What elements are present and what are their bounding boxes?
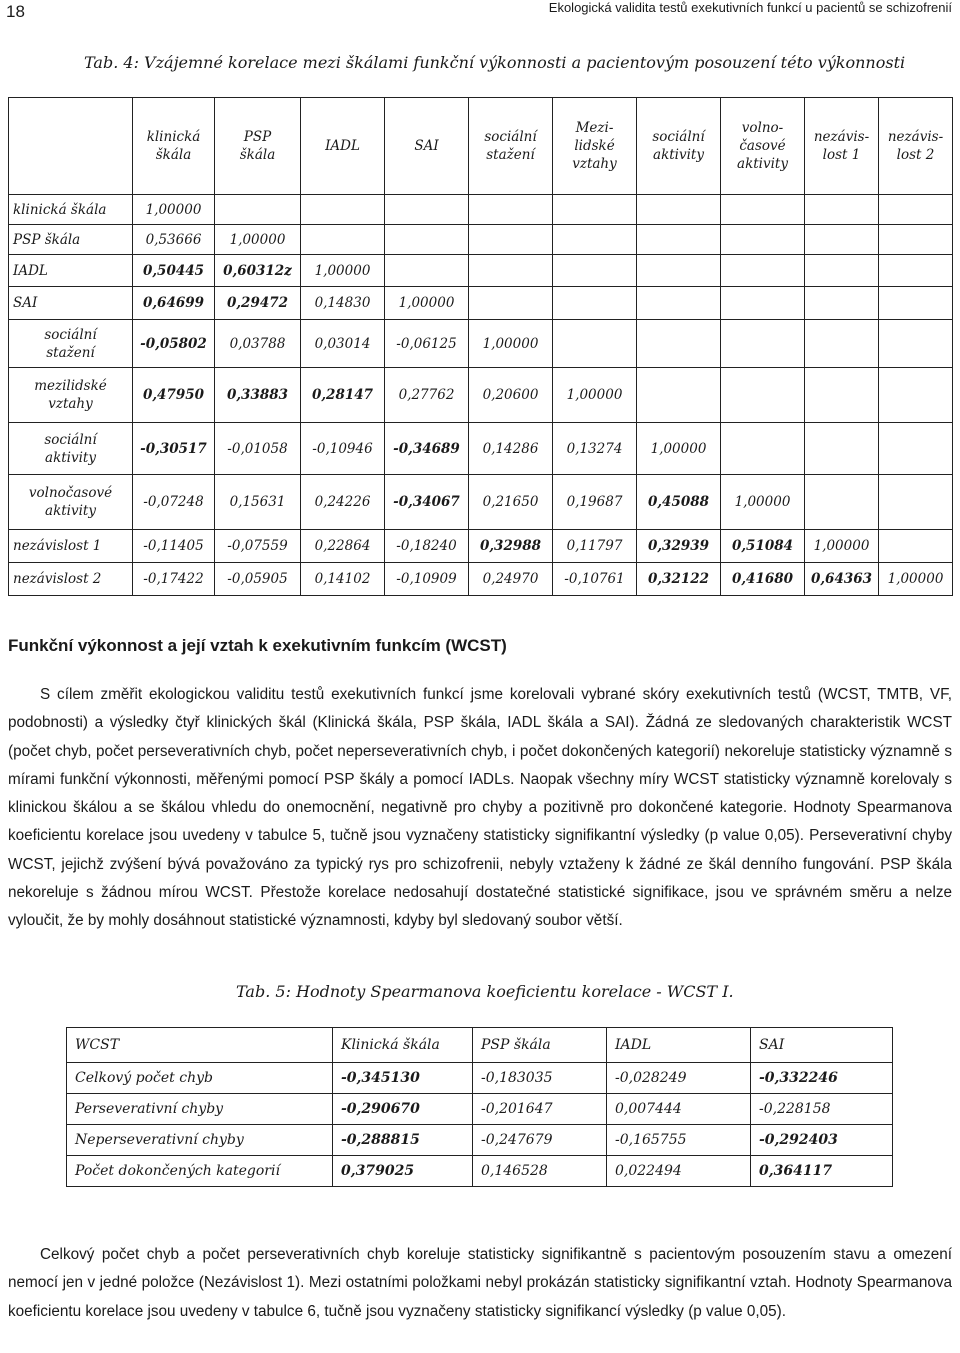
- column-header-line: IADL: [325, 138, 360, 154]
- table4-caption: Tab. 4: Vzájemné korelace mezi škálami funkční výkonnosti a pacientovým posouzení této výkonnosti: [84, 53, 906, 72]
- table4-cell: [385, 225, 469, 255]
- table4-cell: 0,53666: [133, 225, 215, 255]
- table4-cell: 0,03788: [215, 320, 301, 368]
- table4-row: [9, 563, 953, 596]
- table4-cell: [721, 320, 805, 368]
- table4-cell: [805, 475, 879, 530]
- table4-cell: [215, 195, 301, 225]
- table5-cell: 0,022494: [607, 1156, 751, 1187]
- table4-cell: [385, 195, 469, 225]
- table4-cell: [805, 423, 879, 475]
- table5-row-label: Perseverativní chyby: [67, 1094, 333, 1125]
- table4-column-header: [805, 98, 879, 195]
- table4-cell: -0,10761: [553, 563, 637, 596]
- table4-cell: -0,07248: [133, 475, 215, 530]
- table5-row: [67, 1125, 893, 1156]
- column-header-line: PSP: [243, 129, 272, 145]
- table5-row: [67, 1063, 893, 1094]
- table4-row-label: [9, 255, 133, 287]
- row-label-line: sociální: [44, 326, 97, 343]
- table4-cell: [805, 368, 879, 423]
- table4-cell: [301, 195, 385, 225]
- table5-column-header: PSP škála: [473, 1028, 607, 1063]
- table4-cell: [721, 423, 805, 475]
- table5-row: [67, 1156, 893, 1187]
- table4-cell: [637, 255, 721, 287]
- table4-cell: [469, 287, 553, 320]
- table4-cell: 0,33883: [215, 368, 301, 423]
- table4-column-header: [637, 98, 721, 195]
- table4-column-header: [469, 98, 553, 195]
- table4-cell: [879, 255, 953, 287]
- table4-cell: 1,00000: [133, 195, 215, 225]
- column-header-line: SAI: [414, 138, 439, 154]
- table4-cell: 0,32988: [469, 530, 553, 563]
- table4-cell: [637, 368, 721, 423]
- correlation-table-body: [9, 98, 953, 596]
- table4-column-header: [721, 98, 805, 195]
- wcst-table: [66, 1027, 893, 1187]
- table4-cell: -0,01058: [215, 423, 301, 475]
- column-header-line: škála: [239, 147, 276, 163]
- table4-cell: [721, 195, 805, 225]
- section-heading: Funkční výkonnost a její vztah k exekutivním funkcím (WCST): [8, 636, 507, 655]
- table4-row: [9, 530, 953, 563]
- table5-column-header: Klinická škála: [333, 1028, 473, 1063]
- table4-cell: 0,19687: [553, 475, 637, 530]
- table4-row: [9, 423, 953, 475]
- table4-cell: [637, 195, 721, 225]
- table4-cell: [637, 225, 721, 255]
- table4-cell: [469, 195, 553, 225]
- column-header-line: volno-: [741, 120, 784, 136]
- table4-cell: 0,21650: [469, 475, 553, 530]
- table4-row: [9, 195, 953, 225]
- column-header-line: škála: [155, 147, 192, 163]
- table5-cell: -0,288815: [333, 1125, 473, 1156]
- table4-row: [9, 225, 953, 255]
- table4-row: [9, 320, 953, 368]
- table4-cell: [553, 287, 637, 320]
- table5-cell: -0,183035: [473, 1063, 607, 1094]
- table5-cell: -0,228158: [751, 1094, 893, 1125]
- paragraph-2: [8, 1241, 952, 1326]
- table4-column-header: [385, 98, 469, 195]
- table4-cell: [879, 423, 953, 475]
- row-label-line: nezávislost 2: [13, 571, 102, 587]
- table4-cell: [721, 255, 805, 287]
- table4-cell: -0,10909: [385, 563, 469, 596]
- table4-cell: [879, 287, 953, 320]
- column-header-line: aktivity: [653, 147, 704, 163]
- table4-cell: 0,32122: [637, 563, 721, 596]
- table4-row-label: [9, 225, 133, 255]
- table4-row-label: [9, 287, 133, 320]
- column-header-line: aktivity: [737, 156, 788, 172]
- table4-cell: [301, 225, 385, 255]
- table5-cell: 0,007444: [607, 1094, 751, 1125]
- table4-row-label: [9, 195, 133, 225]
- table4-cell: [879, 530, 953, 563]
- table4-cell: -0,18240: [385, 530, 469, 563]
- table4-cell: [805, 320, 879, 368]
- table4-column-header: [301, 98, 385, 195]
- table4-cell: 0,14102: [301, 563, 385, 596]
- row-label-line: IADL: [13, 262, 48, 279]
- table4-cell: 0,29472: [215, 287, 301, 320]
- table4-cell: 0,20600: [469, 368, 553, 423]
- table4-cell: [553, 195, 637, 225]
- table4-cell: 0,24226: [301, 475, 385, 530]
- table5-column-header: SAI: [751, 1028, 893, 1063]
- table4-row: [9, 475, 953, 530]
- table4-cell: 0,47950: [133, 368, 215, 423]
- table4-corner-cell: [9, 98, 133, 195]
- table5-cell: -0,247679: [473, 1125, 607, 1156]
- table4-cell: 1,00000: [385, 287, 469, 320]
- table5-row-label: Počet dokončených kategorií: [67, 1156, 333, 1187]
- table4-cell: -0,11405: [133, 530, 215, 563]
- table4-cell: 0,15631: [215, 475, 301, 530]
- table4-cell: 0,64363: [805, 563, 879, 596]
- column-header-line: sociální: [652, 129, 705, 145]
- table4-cell: 0,14286: [469, 423, 553, 475]
- table4-cell: 0,32939: [637, 530, 721, 563]
- table5-cell: 0,146528: [473, 1156, 607, 1187]
- table5-row: [67, 1094, 893, 1125]
- table4-cell: [553, 225, 637, 255]
- table4-cell: 1,00000: [553, 368, 637, 423]
- table4-cell: [879, 195, 953, 225]
- paragraph-2-text: Celkový počet chyb a počet perseverativních chyb koreluje statisticky signifikantně s pacientovým posouzením stavu a omezení nemocí jen v jedné položce (Nezávislost 1). Mezi ostatními položkami nebyl prokázán statisticky signifikantní vztah. Hodnoty Spearmanova koeficientu korelace jsou uvedeny v tabulce 6, tučně jsou vyznačeny statisticky signifikancí výsledky (p value 0,05).: [8, 1246, 952, 1320]
- table4-cell: 0,50445: [133, 255, 215, 287]
- table4-row-label: [9, 368, 133, 423]
- table5-caption: Tab. 5: Hodnoty Spearmanova koeficientu korelace - WCST I.: [236, 982, 734, 1001]
- table4-row: [9, 287, 953, 320]
- table5-cell: 0,379025: [333, 1156, 473, 1187]
- table4-cell: 0,13274: [553, 423, 637, 475]
- table4-cell: 0,22864: [301, 530, 385, 563]
- table4-cell: -0,17422: [133, 563, 215, 596]
- column-header-line: lost 1: [822, 147, 861, 163]
- row-label-line: nezávislost 1: [13, 538, 102, 554]
- running-header: Ekologická validita testů exekutivních funkcí u pacientů se schizofrenií: [548, 0, 952, 15]
- table4-cell: 1,00000: [637, 423, 721, 475]
- table4-column-header: [133, 98, 215, 195]
- table4-cell: -0,05905: [215, 563, 301, 596]
- column-header-line: lidské: [574, 138, 615, 154]
- table5-column-header: IADL: [607, 1028, 751, 1063]
- correlation-table: [8, 97, 953, 596]
- table4-column-header: [215, 98, 301, 195]
- table5-column-header: WCST: [67, 1028, 333, 1063]
- table5-row-label: Neperseverativní chyby: [67, 1125, 333, 1156]
- table4-row-label: [9, 530, 133, 563]
- row-label-line: mezilidské: [34, 378, 107, 394]
- column-header-line: nezávis-: [813, 129, 870, 145]
- table4-cell: 1,00000: [301, 255, 385, 287]
- column-header-line: Mezi-: [575, 120, 614, 136]
- table4-cell: 1,00000: [879, 563, 953, 596]
- table4-cell: 0,03014: [301, 320, 385, 368]
- column-header-line: vztahy: [572, 156, 617, 172]
- table4-cell: [469, 255, 553, 287]
- wcst-table-body: [67, 1028, 893, 1187]
- table4-cell: [721, 225, 805, 255]
- table4-cell: 0,27762: [385, 368, 469, 423]
- column-header-line: lost 2: [896, 147, 935, 163]
- table4-row-label: [9, 423, 133, 475]
- table4-cell: 0,14830: [301, 287, 385, 320]
- row-label-line: klinická škála: [13, 201, 107, 218]
- row-label-line: aktivity: [45, 449, 96, 466]
- table5-cell: -0,028249: [607, 1063, 751, 1094]
- table4-column-header: [879, 98, 953, 195]
- table4-cell: -0,34067: [385, 475, 469, 530]
- column-header-line: nezávis-: [887, 129, 944, 145]
- row-label-line: vztahy: [48, 396, 93, 412]
- row-label-line: PSP škála: [13, 231, 81, 248]
- table4-cell: [637, 320, 721, 368]
- paragraph-1: [8, 681, 952, 936]
- table4-cell: [385, 255, 469, 287]
- table4-cell: [553, 255, 637, 287]
- table5-cell: 0,364117: [751, 1156, 893, 1187]
- table4-cell: -0,30517: [133, 423, 215, 475]
- table4-cell: [721, 287, 805, 320]
- row-label-line: sociální: [44, 431, 97, 448]
- table4-cell: [879, 225, 953, 255]
- table4-cell: 0,51084: [721, 530, 805, 563]
- table4-cell: -0,05802: [133, 320, 215, 368]
- table4-cell: [879, 475, 953, 530]
- table4-cell: [879, 320, 953, 368]
- table4-cell: [805, 225, 879, 255]
- table4-cell: 0,11797: [553, 530, 637, 563]
- table5-header-row: [67, 1028, 893, 1063]
- table4-column-header: [553, 98, 637, 195]
- table4-cell: -0,34689: [385, 423, 469, 475]
- paragraph-1-text: S cílem změřit ekologickou validitu testů exekutivních funkcí jsme korelovali vybrané skóry exekutivních testů (WCST, TMTB, VF, podobnosti) a výsledky čtyř klinických škál (Klinická škála, PSP škála, IADL škála a SAI). Žádná ze sledovaných charakteristik WCST (počet chyb, počet perseverativních chyb, počet neperseverativních chyb, i počet dokončených kategorií) nekoreluje statisticky významně s mírami funkční výkonnosti, měřenými pomocí PSP škály a pomocí IADLs. Naopak všechny míry WCST statisticky významně korelovaly s klinickou škálou a se škálou vhledu do onemocnění, negativně pro chyby a pozitivně pro dokončené kategorie. Hodnoty Spearmanova koeficientu korelace jsou uvedeny v tabulce 5, tučně jsou vyznačeny statisticky signifikantní výsledky (p value 0,05). Perseverativní chyby WCST, jejichž zvýšení bývá považováno za typický rys pro schizofrenii, nebyly vztaženy k žádné ze škál denního fungování. PSP škála nekoreluje s žádnou mírou WCST. Přestože korelace nedosahují dostatečné statistické signifikace, jsou ve správném směru a nelze vyloučit, že by mohly dosáhnout statistické významnosti, kdyby byl sledovaný soubor větší.: [8, 686, 952, 930]
- row-label-line: SAI: [13, 295, 38, 311]
- table5-cell: -0,292403: [751, 1125, 893, 1156]
- table4-cell: -0,07559: [215, 530, 301, 563]
- table4-cell: 0,64699: [133, 287, 215, 320]
- table4-cell: 0,45088: [637, 475, 721, 530]
- table5-cell: -0,345130: [333, 1063, 473, 1094]
- table4-row-label: [9, 475, 133, 530]
- table4-row: [9, 255, 953, 287]
- table5-row-label: Celkový počet chyb: [67, 1063, 333, 1094]
- table4-cell: [805, 287, 879, 320]
- column-header-line: časové: [739, 138, 786, 154]
- table4-cell: [805, 195, 879, 225]
- table4-cell: [805, 255, 879, 287]
- table5-cell: -0,201647: [473, 1094, 607, 1125]
- table4-cell: [469, 225, 553, 255]
- table4-cell: 0,24970: [469, 563, 553, 596]
- table4-cell: 1,00000: [721, 475, 805, 530]
- table4-header-row: [9, 98, 953, 195]
- row-label-line: aktivity: [45, 503, 96, 519]
- table5-cell: -0,165755: [607, 1125, 751, 1156]
- table4-cell: -0,06125: [385, 320, 469, 368]
- table4-row-label: [9, 320, 133, 368]
- table4-row-label: [9, 563, 133, 596]
- table5-cell: -0,332246: [751, 1063, 893, 1094]
- page-number: 18: [6, 2, 25, 21]
- table4-cell: 1,00000: [215, 225, 301, 255]
- table4-cell: [721, 368, 805, 423]
- column-header-line: klinická: [146, 129, 201, 145]
- table4-cell: [879, 368, 953, 423]
- table4-cell: 1,00000: [805, 530, 879, 563]
- table5-cell: -0,290670: [333, 1094, 473, 1125]
- table4-cell: 0,60312z: [215, 255, 301, 287]
- row-label-line: stažení: [46, 344, 95, 361]
- table4-cell: 0,41680: [721, 563, 805, 596]
- table4-row: [9, 368, 953, 423]
- row-label-line: volnočasové: [28, 485, 113, 501]
- column-header-line: sociální: [484, 129, 537, 145]
- table4-cell: 0,28147: [301, 368, 385, 423]
- table4-cell: -0,10946: [301, 423, 385, 475]
- table4-cell: [637, 287, 721, 320]
- table4-cell: [553, 320, 637, 368]
- table4-cell: 1,00000: [469, 320, 553, 368]
- column-header-line: stažení: [486, 147, 535, 163]
